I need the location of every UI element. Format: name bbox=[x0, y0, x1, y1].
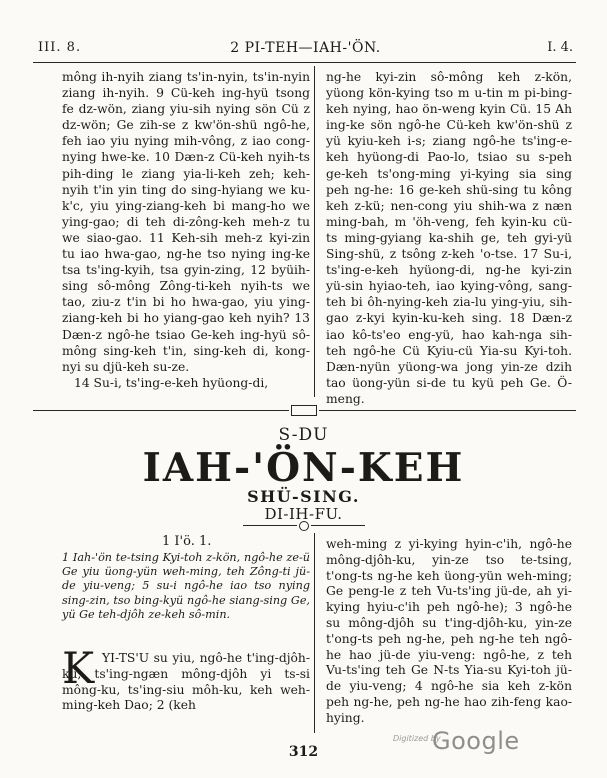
top-left-column bbox=[62, 69, 310, 391]
top-right-text: ng-he kyi-zin sô-mông keh z-kön, yüong kön-kying tso m u-tin m pi-bing-keh nying, hao ön-weng kyin Cü. 15 Ah ing-ke sön ngô-he Cü-keh kw'ön-shü z yü kyiu-keh i-s; ziang ngô-he ts'ing-e-keh hyüong-di Pao-lo, tsiao su s-peh ge-keh ts'ong-ming yi-kying sia sing peh ng-he: 16 ge-keh shü-sing tu kông keh z-kü; nen-cong yiu shih-wa z næn ming-bah, m 'öh-veng, feh kyin-ku cü-ts ming-gyiang ka-shih ge, teh gyi-yü Sing-shü, z tsông z-keh 'o-tse. 17 Su-i, ts'ing-e-keh hyüong-di, ng-he kyi-zin yü-sin hyiao-teh, iao kying-vông, sang-teh bi ôh-nying-keh zia-lu ying-yiu, sih-gao z-kyi kyin-ku-keh sing. 18 Dæn-z iao kô-ts'eo eng-yü, hao kah-nga sih-teh ngô-he Cü Kyiu-cü Yia-su Kyi-toh. Dæn-nyün yüong-wa jong yin-ze dzih tao üong-yün si-de tu kyü peh Ge. Ö-meng. bbox=[326, 70, 572, 406]
running-header bbox=[38, 40, 573, 60]
drop-cap: K bbox=[62, 644, 95, 694]
first-paragraph: YI-TS'U su yiu, ngô-he t'ing-djôh-ku, ts'ing-ngæn mông-djôh yi ts-si mông-ku, ts'ing-siu môh-ku, keh weh-ming-keh Dao; 2 (keh bbox=[62, 651, 310, 713]
section-divider bbox=[33, 405, 576, 417]
header-right-ref: I. 4. bbox=[547, 40, 573, 55]
chapter-ref: 1 I'ö. 1. bbox=[162, 534, 212, 549]
digitized-by-label: Digitized by bbox=[393, 734, 441, 743]
chapter-summary: 1 Iah-'ön te-tsing Kyi-toh z-kön, ngô-he ze-ü Ge yiu üong-yün weh-ming, teh Zông-ti jü-de yiu-veng; 5 su-i ngô-he iao tso nying sing-zin, tso bing-kyü ngô-he siang-sing Ge, yü Ge teh-djôh ze-keh sô-min. bbox=[62, 551, 310, 621]
top-right-column bbox=[326, 69, 572, 407]
header-rule bbox=[33, 62, 576, 63]
book-title-prefix: S-DU bbox=[278, 425, 329, 445]
header-left-ref: III. 8. bbox=[38, 40, 82, 55]
top-left-text: mông ih-nyih ziang ts'in-nyin, ts'in-nyin ziang ih-nyih. 9 Cü-keh ing-hyü tsong fe dz-wön, ziang yiu-sih nying sön Cü z dz-wön; Ge zih-se z kw'ön-shü ngô-he, feh iao yiu nying mih-vông, z iao cong-nying hwe-ke. 10 Dæn-z Cü-keh nyih-ts pih-ding le ziang yia-li-keh zeh; keh-nyih t'in yin ting do sing-hyiang we ku-k'c, yiu ying-ziang-keh bi mang-ho we ying-gao; di teh di-zông-keh meh-z tu we siao-gao. 11 Keh-sih meh-z kyi-zin tu iao hwa-gao, ng-he tso nying ing-ke tsa ts'ing-kyih, tsa gyin-zing, 12 byüih-sing sô-mông Zông-ti-keh nyih-ts we tao, ziu-z t'in bi ho hwa-gao, yiu ying-ziang-keh bi ho yiang-gao keh nyih? 13 Dæn-z ngô-he tsiao Ge-keh ing-hyü sô-mông sing-keh t'in, sing-keh di, kong-nyi su djü-keh su-ze. bbox=[62, 70, 310, 374]
bottom-right-column: weh-ming z yi-kying hyin-c'ih, ngô-he mông-djôh-ku, yin-ze tso te-tsing, t'ong-ts ng-he keh üong-yün weh-ming; Ge peng-le z teh Vu-ts'ing jü-de, ah yi-kying hyiu-c'ih peh ngô-he); 3 ngô-he su mông-djôh su t'ing-djôh-ku, yin-ze t'ong-ts peh ng-he, peh ng-he teh ngô-he hao jü-de yiu-veng: ngô-he, z teh Vu-ts'ing teh Ge N-ts Yia-su Kyi-toh jü-de yiu-veng; 4 ngô-he sia keh z-kön peh ng-he, peh ng-he hao zih-feng kao-hying. bbox=[326, 537, 572, 725]
header-title: 2 PI-TEH—IAH-'ÖN. bbox=[230, 40, 381, 56]
top-left-verse-14: 14 Su-i, ts'ing-e-keh hyüong-di, bbox=[74, 375, 269, 390]
chapter-title: DI-IH-FU. bbox=[264, 505, 343, 523]
bottom-column-divider bbox=[314, 533, 315, 733]
book-title: IAH-'ÖN-KEH bbox=[142, 445, 465, 491]
top-column-divider bbox=[314, 66, 315, 397]
book-subtitle: SHÜ-SING. bbox=[247, 487, 360, 506]
google-watermark: Google bbox=[432, 727, 520, 755]
page-number: 312 bbox=[288, 744, 319, 760]
title-ornament bbox=[243, 521, 365, 531]
